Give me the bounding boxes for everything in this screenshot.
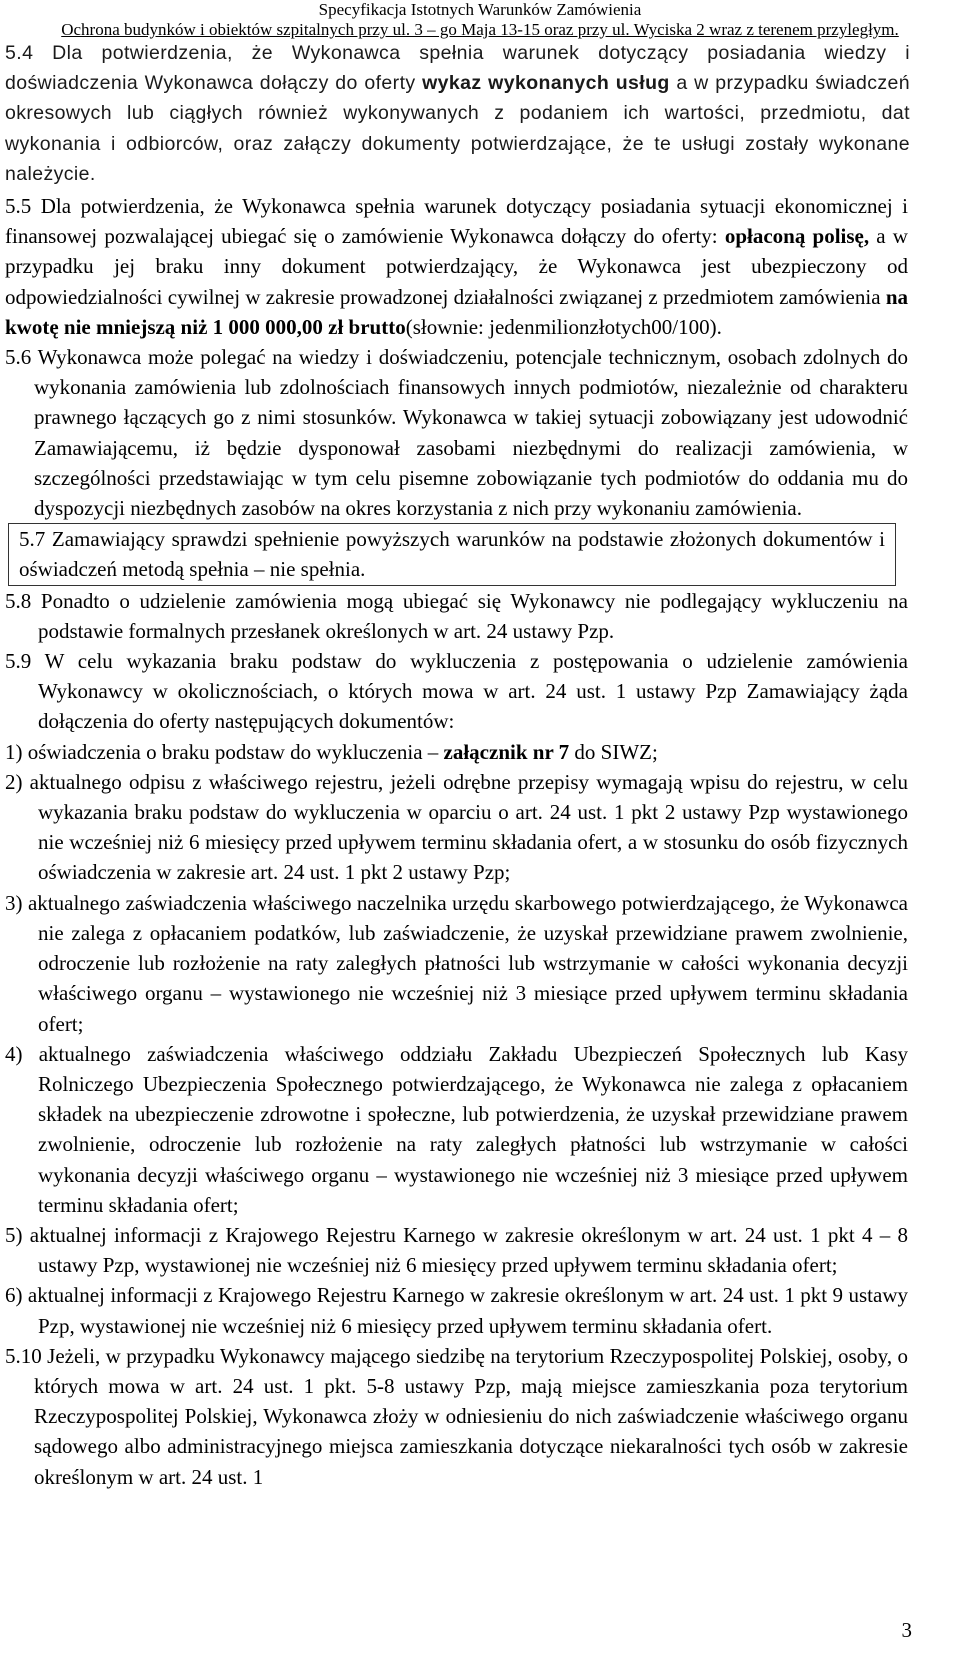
p55-text-1: 5.5 Dla potwierdzenia, że Wykonawca spełnia warunek dotyczący posiadania sytuacji ekonomicznej i finansowej pozwalającej ubiegać się o zamówienie Wykonawca dołączy do oferty: [5, 194, 908, 249]
header-title: Specyfikacja Istotnych Warunków Zamówienia [318, 0, 642, 19]
paragraph-5-8 [5, 586, 908, 646]
paragraph-5-4 [5, 38, 910, 189]
list-item-1 [5, 737, 908, 767]
page-number: 3 [901, 1618, 912, 1642]
p55-bold-2: na kwotę nie mniejszą niż 1 000 000,00 zł brutto [5, 284, 908, 339]
list-item-1-bold: załącznik nr 7 [443, 739, 570, 764]
header-subtitle: Ochrona budynków i obiektów szpitalnych przy ul. 3 – go Maja 13-15 oraz przy ul. Wyciska 2 wraz z terenem przyległym. [61, 20, 899, 39]
p59-text: 5.9 W celu wykazania braku podstaw do wykluczenia z postępowania o udzielenie zamówienia Wykonawcy w okolicznościach, o których mowa w art. 24 ust. 1 ustawy Pzp Zamawiający żąda dołączenia do oferty następujących dokumentów: [5, 649, 908, 734]
list-item-2: 2) aktualnego odpisu z właściwego rejestru, jeżeli odrębne przepisy wymagają wpisu do rejestru, w celu wykazania braku podstaw do wykluczenia w oparciu o art. 24 ust. 1 pkt 2 ustawy Pzp wystawionego nie wcześniej niż 6 miesięcy przed upływem terminu składania ofert, a w stosunku do osób fizycznych oświadczenia w zakresie art. 24 ust. 1 pkt 2 ustawy Pzp; [5, 769, 908, 885]
paragraph-5-5 [5, 191, 908, 342]
document-body [0, 38, 960, 1492]
list-item-4: 4) aktualnego zaświadczenia właściwego oddziału Zakładu Ubezpieczeń Społecznych lub Kasy Rolniczego Ubezpieczenia Społecznego potwierdzającego, że Wykonawca nie zalega z opłacaniem składek na ubezpieczenie zdrowotne i społeczne, lub potwierdzenia, że uzyskał przewidziane prawem zwolnienie, odroczenie lub rozłożenie na raty zaległych płatności lub wstrzymanie w całości wykonania decyzji właściwego organu – wystawionego nie wcześniej niż 3 miesiące przed upływem terminu składania ofert; [5, 1041, 908, 1217]
p58-text: 5.8 Ponadto o udzielenie zamówienia mogą ubiegać się Wykonawcy nie podlegający wykluczeniu na podstawie formalnych przesłanek określonych w art. 24 ustawy Pzp. [5, 588, 908, 643]
page-header [0, 0, 960, 40]
list-item-3: 3) aktualnego zaświadczenia właściwego naczelnika urzędu skarbowego potwierdzającego, że Wykonawca nie zalega z opłacaniem podatków, lub zaświadczenie, że uzyskał przewidziane prawem zwolnienie, odroczenie lub rozłożenie na raty zaległych płatności lub wstrzymanie w całości wykonania decyzji właściwego organu – wystawionego nie wcześniej niż 3 miesiące przed upływem terminu składania ofert; [5, 890, 908, 1036]
paragraph-5-6 [5, 342, 908, 523]
list-item-1-text-2: do SIWZ; [569, 739, 658, 764]
paragraph-5-10 [5, 1341, 908, 1492]
p55-text-3: (słownie: jedenmilionzłotych00/100). [405, 314, 722, 339]
list-item-6: 6) aktualnej informacji z Krajowego Rejestru Karnego w zakresie określonym w art. 24 ust. 1 pkt 9 ustawy Pzp, wystawionej nie wcześniej niż 6 miesięcy przed upływem terminu składania ofert. [5, 1283, 908, 1338]
p57-text: 5.7 Zamawiający sprawdzi spełnienie powyższych warunków na podstawie złożonych dokumentów i oświadczeń metodą spełnia – nie spełnia. [19, 527, 885, 582]
documents-list [5, 737, 908, 1341]
paragraph-5-9 [5, 646, 908, 737]
p56-text: 5.6 Wykonawca może polegać na wiedzy i doświadczeniu, potencjale technicznym, osobach zdolnych do wykonania zamówienia lub zdolnościach finansowych innych podmiotów, niezależnie od charakteru prawnego łączących go z nimi stosunków. Wykonawca w takiej sytuacji zobowiązany jest udowodnić Zamawiającemu, iż będzie dysponował zasobami niezbędnymi do realizacji zamówienia, w szczególności przedstawiając w tym celu pisemne zobowiązanie tych podmiotów do oddania mu do dyspozycji niezbędnych zasobów na okres korzystania z nich przy wykonaniu zamówienia. [5, 345, 908, 521]
p54-bold-1: wykaz wykonanych usług [422, 72, 670, 95]
p55-text-2: a w przypadku jej braku inny dokument potwierdzający, że Wykonawca jest ubezpieczony od odpowiedzialności cywilnej w zakresie prowadzonej działalności związanej z przedmiotem zamówienia [5, 224, 908, 309]
p55-bold-1: opłaconą polisę, [724, 224, 870, 249]
p54-text-2: a w przypadku świadczeń okresowych lub ciągłych również wykonywanych z podaniem ich wartości, przedmiotu, dat wykonania i odbiorców, oraz załączy dokumenty potwierdzające, że te usługi zostały wykonane należycie. [5, 72, 910, 185]
p54-text-1: 5.4 Dla potwierdzenia, że Wykonawca spełnia warunek dotyczący posiadania wiedzy i doświadczenia Wykonawca dołączy do oferty [5, 42, 910, 95]
list-item-1-text-1: 1) oświadczenia o braku podstaw do wykluczenia – [5, 739, 444, 764]
list-item-5: 5) aktualnej informacji z Krajowego Rejestru Karnego w zakresie określonym w art. 24 ust. 1 pkt 4 – 8 ustawy Pzp, wystawionej nie wcześniej niż 6 miesięcy przed upływem terminu składania ofert; [5, 1222, 908, 1278]
paragraph-5-7-boxed [8, 523, 896, 585]
p510-text: 5.10 Jeżeli, w przypadku Wykonawcy mającego siedzibę na terytorium Rzeczypospolitej Polskiej, osoby, o których mowa w art. 24 ust. 1 pkt. 5-8 ustawy Pzp, mają miejsce zamieszkania poza terytorium Rzeczypospolitej Polskiej, Wykonawca złoży w odniesieniu do nich zaświadczenie właściwego organu sądowego albo administracyjnego miejsca zamieszkania dotyczące niekaralności tych osób w zakresie określonym w art. 24 ust. 1 [5, 1343, 908, 1489]
